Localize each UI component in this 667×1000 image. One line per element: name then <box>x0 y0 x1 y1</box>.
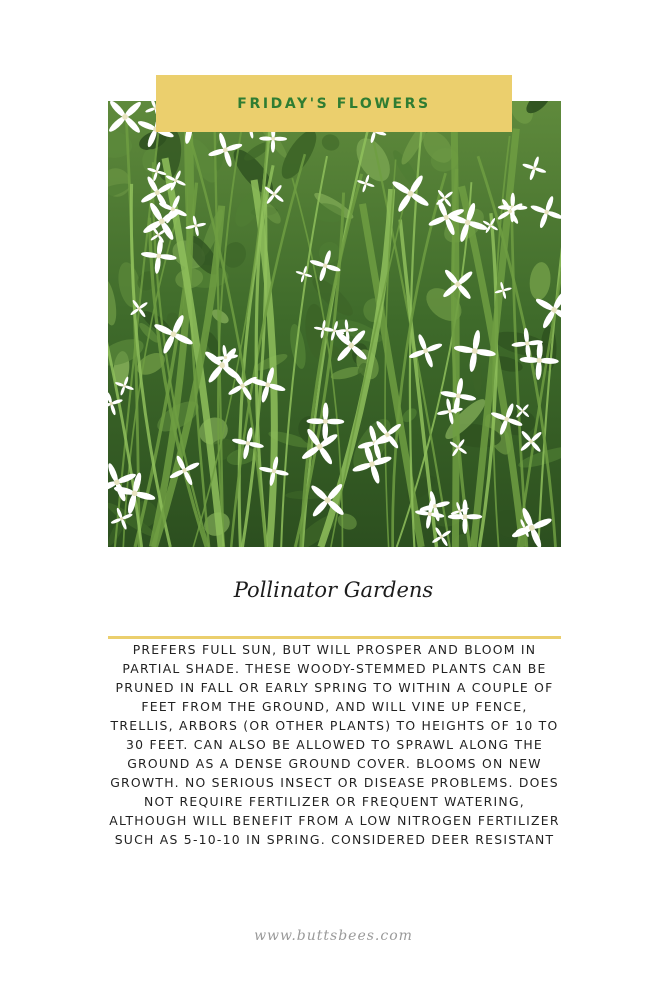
banner <box>156 75 512 132</box>
description-text: PREFERS FULL SUN, BUT WILL PROSPER AND BLOOM IN PARTIAL SHADE. THESE WOODY-STEMMED PLANTS CAN BE PRUNED IN FALL OR EARLY SPRING TO WITHIN A COUPLE OF FEET FROM THE GROUND, AND WILL VINE UP FENCE, TRELLIS, ARBORS (OR OTHER PLANTS) TO HEIGHTS OF 10 TO 30 FEET. CAN ALSO BE ALLOWED TO SPRAWL ALONG THE GROUND AS A DENSE GROUND COVER. BLOOMS ON NEW GROWTH. NO SERIOUS INSECT OR DISEASE PROBLEMS. DOES NOT REQUIRE FERTILIZER OR FREQUENT WATERING, ALTHOUGH WILL BENEFIT FROM A LOW NITROGEN FERTILIZER SUCH AS 5-10-10 IN SPRING. CONSIDERED DEER RESISTANT <box>109 642 560 847</box>
flower-photo <box>108 101 561 547</box>
website-url: www.buttsbees.com <box>254 928 413 944</box>
banner-label: FRIDAY'S FLOWERS <box>237 95 431 112</box>
divider <box>108 636 561 639</box>
grass-blade <box>454 130 456 547</box>
page-title: Pollinator Gardens <box>233 578 434 602</box>
flower-photo-image <box>108 101 561 547</box>
